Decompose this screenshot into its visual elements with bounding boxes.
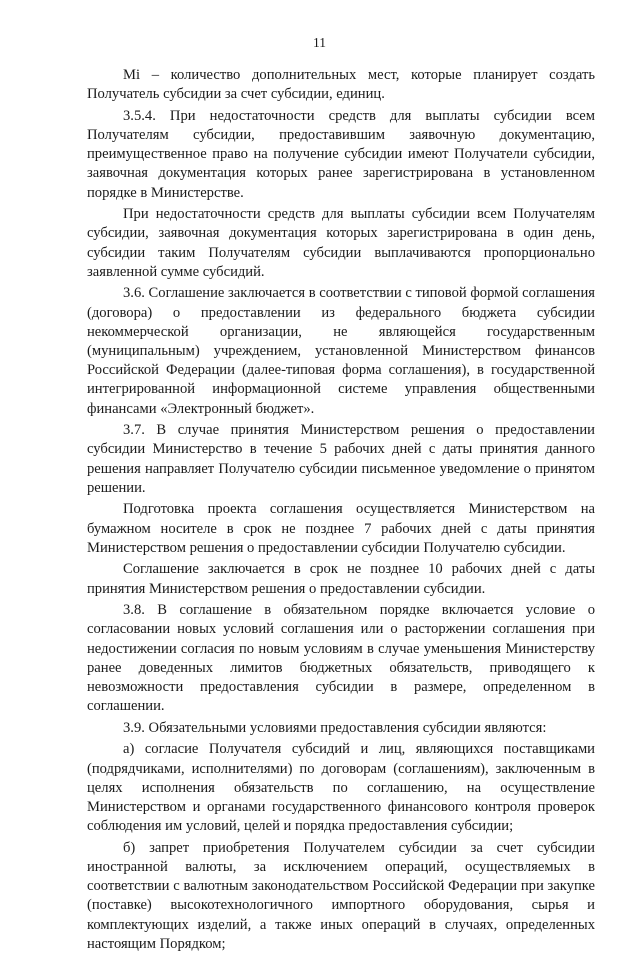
paragraph-3-6: 3.6. Соглашение заключается в соответствии с типовой формой соглашения (договора) о предоставлении из федерального бюджета субсидии некоммерческой организации, не являющейся государственным (муниципальным) учреждением, установленной Министерством финансов Российской Федерации (далее-типовая форма соглашения), в государственной интегрированной информационной системе управления общественными финансами «Электронный бюджет». (87, 285, 595, 417)
paragraph-agreement-term: Соглашение заключается в срок не позднее 10 рабочих дней с даты принятия Министерством решения о предоставлении субсидии. (87, 561, 595, 597)
paragraph-mi-definition: Mi – количество дополнительных мест, которые планирует создать Получатель субсидии за счет субсидии, единиц. (87, 67, 595, 103)
paragraph-agreement-preparation: Подготовка проекта соглашения осуществляется Министерством на бумажном носителе в срок не позднее 7 рабочих дней с даты принятия Министерством решения о предоставлении субсидии Получателю субсидии. (87, 501, 595, 556)
paragraph-3-9: 3.9. Обязательными условиями предоставления субсидии являются: (123, 719, 547, 736)
paragraph-3-7: 3.7. В случае принятия Министерством решения о предоставлении субсидии Министерство в течение 5 рабочих дней с даты принятия данного решения направляет Получателю субсидии письменное уведомление о принятом решении. (87, 422, 595, 496)
document-body (87, 66, 595, 956)
paragraph-3-5-4: 3.5.4. При недостаточности средств для выплаты субсидии всем Получателям субсидии, предоставившим заявочную документацию, преимущественное право на получение субсидии имеют Получатели субсидии, заявочная документация которых ранее зарегистрирована в установленном порядке в Министерстве. (87, 107, 595, 201)
page-number: 11 (313, 35, 326, 50)
paragraph-3-8: 3.8. В соглашение в обязательном порядке включается условие о согласовании новых условий соглашения или о расторжении соглашения при недостижении согласия по новым условиям в случае уменьшения Министерству ранее доведенных лимитов бюджетных обязательств, приводящего к невозможности предоставления субсидии в размере, определенном в соглашении. (87, 602, 595, 715)
paragraph-condition-a: а) согласие Получателя субсидий и лиц, являющихся поставщиками (подрядчиками, исполнителями) по договорам (соглашениям), заключенным в целях исполнения обязательств по соглашению, на осуществление Министерством и органами государственного финансового контроля проверок соблюдения им условий, целей и порядка предоставления субсидии; (87, 741, 595, 835)
paragraph-proportional-payment: При недостаточности средств для выплаты субсидии всем Получателям субсидии, заявочная документация которых зарегистрирована в один день, субсидии таким Получателям субсидии выплачиваются пропорционально заявленной сумме субсидий. (87, 206, 595, 280)
paragraph-condition-b: б) запрет приобретения Получателем субсидии за счет субсидии иностранной валюты, за исключением операций, осуществляемых в соответствии с валютным законодательством Российской Федерации при закупке (поставке) высокотехнологичного импортного оборудования, сырья и комплектующих изделий, а также иных операций в случаях, определенных настоящим Порядком; (87, 839, 595, 952)
